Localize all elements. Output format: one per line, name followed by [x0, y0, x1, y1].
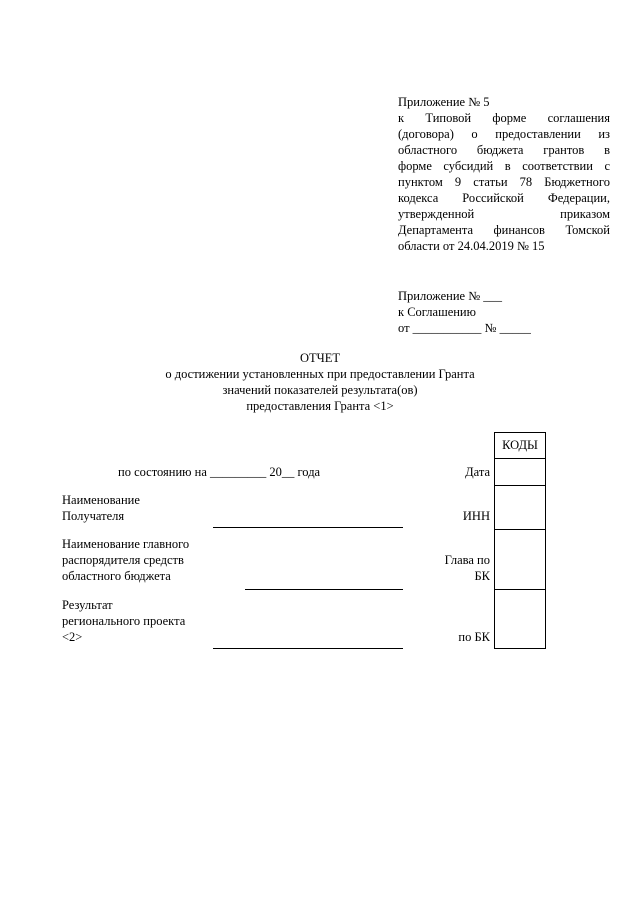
appendix-line-4: областного бюджета грантов в [398, 143, 610, 157]
result-label-line-3: <2> [62, 630, 83, 644]
manager-name-label [62, 536, 189, 584]
manager-label-line-2: распорядителя средств [62, 553, 184, 567]
appendix-line-3: (договора) о предоставлении из [398, 127, 610, 141]
result-label [62, 597, 185, 645]
appendix-line-5: форме субсидий в соответствии с [398, 159, 610, 173]
manager-label-line-1: Наименование главного [62, 537, 190, 551]
appendix-line-10: области от 24.04.2019 № 15 [398, 239, 545, 253]
recipient-label-line-1: Наименование [62, 493, 140, 507]
codes-bk-head-cell [494, 529, 546, 590]
appendix-line-1: Приложение № 5 [398, 95, 490, 109]
codes-header: КОДЫ [502, 438, 538, 452]
as-of-date: по состоянию на _________ 20__ года [118, 465, 321, 479]
agreement-reference [398, 288, 610, 336]
report-title: ОТЧЕТ [299, 351, 341, 365]
manager-underline [245, 589, 403, 590]
recipient-label-line-2: Получателя [62, 509, 125, 523]
codes-header-cell [494, 432, 546, 459]
result-label-line-2: регионального проекта [62, 614, 186, 628]
recipient-underline [213, 527, 403, 528]
appendix-line-2: к Типовой форме соглашения [398, 111, 610, 125]
codes-date-cell [494, 458, 546, 486]
agreement-label: к Соглашению [398, 305, 476, 319]
result-underline [213, 648, 403, 649]
manager-label-line-3: областного бюджета [62, 569, 171, 583]
appendix-line-7: кодекса Российской Федерации, [398, 191, 610, 205]
codes-bk-cell [494, 589, 546, 649]
bk-label: по БК [458, 630, 490, 644]
appendix-line-8: утвержденной приказом [398, 207, 610, 221]
report-subtitle-3: предоставления Гранта <1> [246, 399, 394, 413]
date-label: Дата [465, 465, 490, 479]
codes-inn-cell [494, 485, 546, 530]
appendix-line-9: Департамента финансов Томской [398, 223, 610, 237]
bk-head-label [420, 552, 490, 584]
agreement-date-number: от ___________ № _____ [398, 321, 531, 335]
report-subtitle-2: значений показателей результата(ов) [222, 383, 418, 397]
bk-head-label-line-1: Глава по [444, 553, 490, 567]
agreement-appendix-number: Приложение № ___ [398, 289, 503, 303]
appendix-line-6: пунктом 9 статьи 78 Бюджетного [398, 175, 610, 189]
report-subtitle-1: о достижении установленных при предоставлении Гранта [165, 367, 475, 381]
inn-label: ИНН [462, 509, 490, 523]
appendix-note [398, 94, 610, 254]
bk-head-label-line-2: БК [474, 569, 490, 583]
result-label-line-1: Результат [62, 598, 113, 612]
report-title-block [0, 350, 640, 414]
recipient-name-label [62, 492, 140, 524]
